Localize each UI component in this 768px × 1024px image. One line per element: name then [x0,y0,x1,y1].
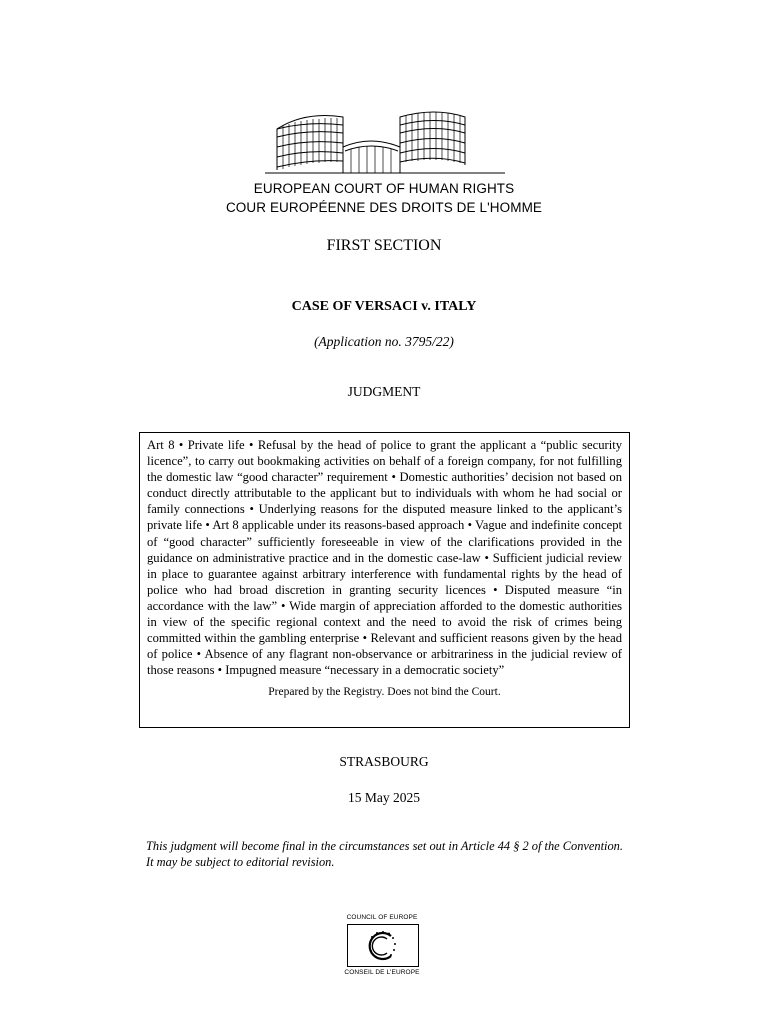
place: STRASBOURG [339,754,429,769]
court-name-french: COUR EUROPÉENNE DES DROITS DE L'HOMME [225,200,543,215]
case-title: CASE OF VERSACI v. ITALY [291,299,477,314]
summary-box [139,432,630,728]
registry-note: Prepared by the Registry. Does not bind the Court. [268,686,501,699]
court-name-english: EUROPEAN COURT OF HUMAN RIGHTS [253,181,515,196]
section-heading: FIRST SECTION [326,237,442,254]
document-type: JUDGMENT [347,384,421,399]
coe-caption-english: COUNCIL OF EUROPE [346,914,418,921]
judgment-date: 15 May 2025 [348,790,420,805]
final-note: This judgment will become final in the circumstances set out in Article 44 § 2 of the Convention. It may be subject to editorial revision. [146,839,623,869]
council-of-europe-logo-icon [347,924,419,967]
summary-text: Art 8 • Private life • Refusal by the head of police to grant the applicant a “public security licence”, to carry out bookmaking activities on behalf of a foreign company, for not fulfilling the domestic law “good character” requirement • Domestic authorities’ decision not based on conduct directly attributable to the applicant but to individuals with whom he had social or family connections • Underlying reasons for the disputed measure linked to the applicant’s private life • Art 8 applicable under its reasons-based approach • Vague and indefinite concept of “good character” sufficiently foreseeable in view of the clarifications provided in the guidance on administrative practice and in the domestic case-law • Sufficient judicial review in place to guarantee against arbitrary interference with fundamental rights by the head of police who had broad discretion in granting security licences • Disputed measure “in accordance with the law” • Wide margin of appreciation afforded to the domestic authorities in view of the specific regional context and the need to avoid the risk of crimes being committed within the gambling enterprise • Relevant and sufficient reasons given by the head of police • Absence of any flagrant non-observance or arbitrariness in the judicial review of those reasons • Impugned measure “necessary in a democratic society” [147,438,622,678]
application-number: (Application no. 3795/22) [314,334,454,349]
coe-caption-french: CONSEIL DE L'EUROPE [344,969,420,976]
european-court-building-icon [235,103,535,181]
